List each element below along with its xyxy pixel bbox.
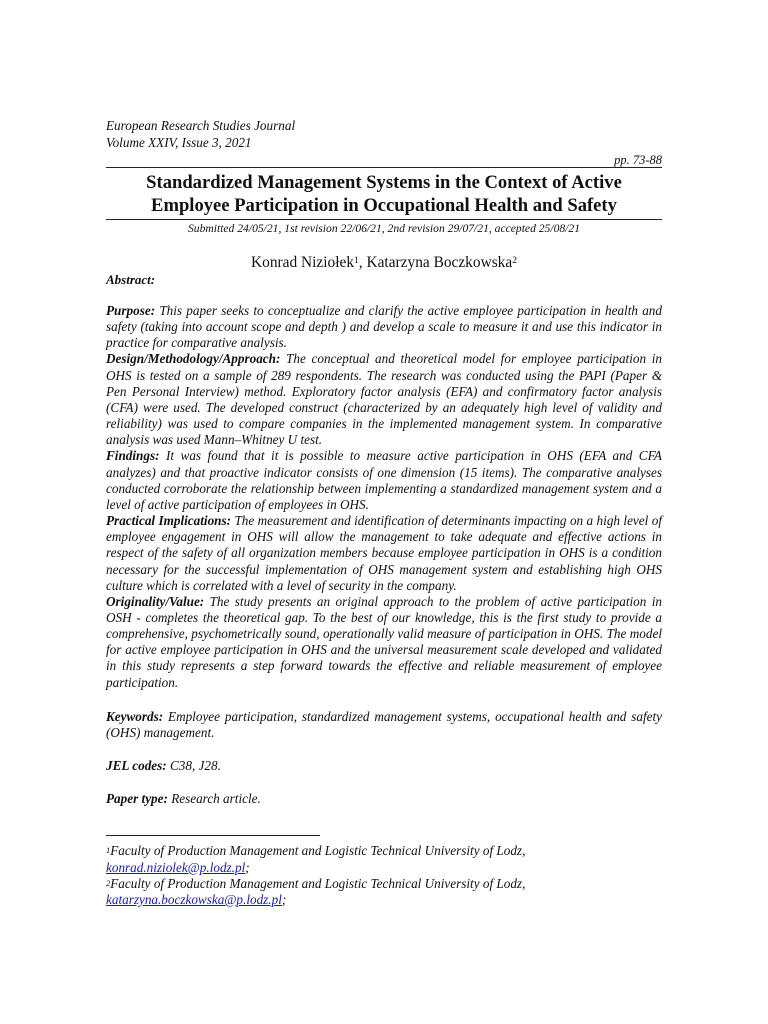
author-footnote-marker[interactable]: 1	[354, 256, 359, 266]
title-bottom-rule	[106, 219, 662, 220]
paper-type-text: Research article.	[167, 791, 261, 807]
author-separator: ,	[358, 254, 367, 271]
abstract-paragraph-implications	[106, 513, 662, 594]
submission-dates: Submitted 24/05/21, 1st revision 22/06/21, 2nd revision 29/07/21, accepted 25/08/21	[187, 222, 580, 235]
paper-type	[106, 791, 662, 807]
abstract-label: Practical Implications:	[106, 513, 232, 529]
footnote-rule	[106, 835, 320, 836]
abstract-text: It was found that it is possible to measure active participation in OHS (EFA and CFA analyzes) and that proactive indicator consists of one dimension (15 items). The comparative analyses conducted corroborate the relationship between implementing a standardized management system and a level of active participation of employees in OHS.	[106, 448, 662, 512]
footnote-affiliation: Faculty of Production Management and Logistic Technical University of Lodz,	[110, 843, 526, 859]
abstract-paragraph-originality	[106, 594, 662, 691]
author-footnote-marker[interactable]: 2	[512, 256, 517, 266]
footnote-marker: 2	[106, 877, 111, 888]
author-list	[106, 253, 662, 272]
abstract-text: The measurement and identification of determinants impacting on a high level of employee engagement in OHS will allow the management to take adequate and effective actions in respect of the safety of all organization members because employee participation in OHS is a condition necessary for the successful implementation of OHS management system and establishing high OHS culture which is correlated with a level of security in the company.	[106, 513, 662, 593]
jel-text: C38, J28.	[166, 758, 221, 774]
journal-header	[106, 118, 662, 151]
abstract-paragraph-design	[106, 351, 662, 448]
abstract-label: Purpose:	[106, 303, 156, 318]
title-top-rule	[106, 167, 662, 168]
paper-title-line-2: Employee Participation in Occupational Health and Safety	[151, 195, 617, 216]
email-link[interactable]: katarzyna.boczkowska@p.lodz.pl	[106, 891, 282, 907]
abstract-label: Design/Methodology/Approach:	[106, 351, 281, 367]
journal-volume: Volume XXIV, Issue 3, 2021	[106, 134, 252, 150]
keywords-label: Keywords:	[106, 708, 164, 724]
author-name: Katarzyna Boczkowska	[366, 254, 513, 271]
paper-type-label: Paper type:	[106, 791, 168, 807]
footnote-trail: ;	[281, 891, 287, 907]
abstract-text: This paper seeks to conceptualize and clarify the active employee participation in health and safety (taking into account scope and depth ) and develop a scale to measure it and use this indicator in practice for comparative analysis.	[106, 303, 662, 351]
page-range: pp. 73-88	[614, 153, 662, 167]
email-link[interactable]: konrad.niziolek@p.lodz.pl	[106, 859, 246, 875]
abstract-heading: Abstract:	[106, 272, 156, 287]
abstract-paragraph-findings	[106, 448, 662, 513]
footnote-1	[106, 843, 662, 859]
abstract-text: The study presents an original approach to the problem of active participation in OSH - completes the theoretical gap. To the best of our knowledge, this is the first study to provide a comprehensive, psychometrically sound, operationally valid measure of participation in OHS. The model for active employee participation in OHS and the universal measurement scale developed and validated in this study represents a step forward towards the effective and reliable measurement of employee participation.	[106, 593, 662, 690]
footnote-2-contact	[106, 892, 662, 908]
footnote-marker: 1	[106, 845, 111, 856]
abstract-label: Originality/Value:	[106, 593, 205, 609]
paper-title	[106, 171, 662, 217]
jel-codes	[106, 758, 662, 774]
paper-page	[106, 118, 662, 908]
footnotes	[106, 843, 662, 908]
jel-label: JEL codes:	[106, 758, 167, 774]
keywords	[106, 709, 662, 741]
abstract-text: The conceptual and theoretical model for employee participation in OHS is tested on a sample of 289 respondents. The research was conducted using the PAPI (Paper & Pen Personal Interview) method. Exploratory factor analysis (EFA) and confirmatory factor analysis (CFA) were used. The developed construct (characterized by an adequately high level of validity and reliability) was used to compare companies in the implemented management system. In comparative analysis was used Mann–Whitney U test.	[106, 351, 662, 448]
footnote-trail: ;	[245, 859, 250, 875]
author-name: Konrad Niziołek	[251, 254, 355, 271]
abstract-body	[106, 303, 662, 691]
footnote-2	[106, 876, 662, 892]
abstract-paragraph-purpose	[106, 303, 662, 351]
footnote-affiliation: Faculty of Production Management and Logistic Technical University of Lodz,	[110, 875, 526, 891]
abstract-label: Findings:	[106, 448, 160, 464]
footnote-1-contact	[106, 860, 662, 876]
keywords-text: Employee participation, standardized management systems, occupational health and safety (OHS) management.	[106, 708, 662, 740]
paper-title-line-1: Standardized Management Systems in the Context of Active	[146, 172, 622, 193]
journal-name: European Research Studies Journal	[106, 118, 296, 133]
